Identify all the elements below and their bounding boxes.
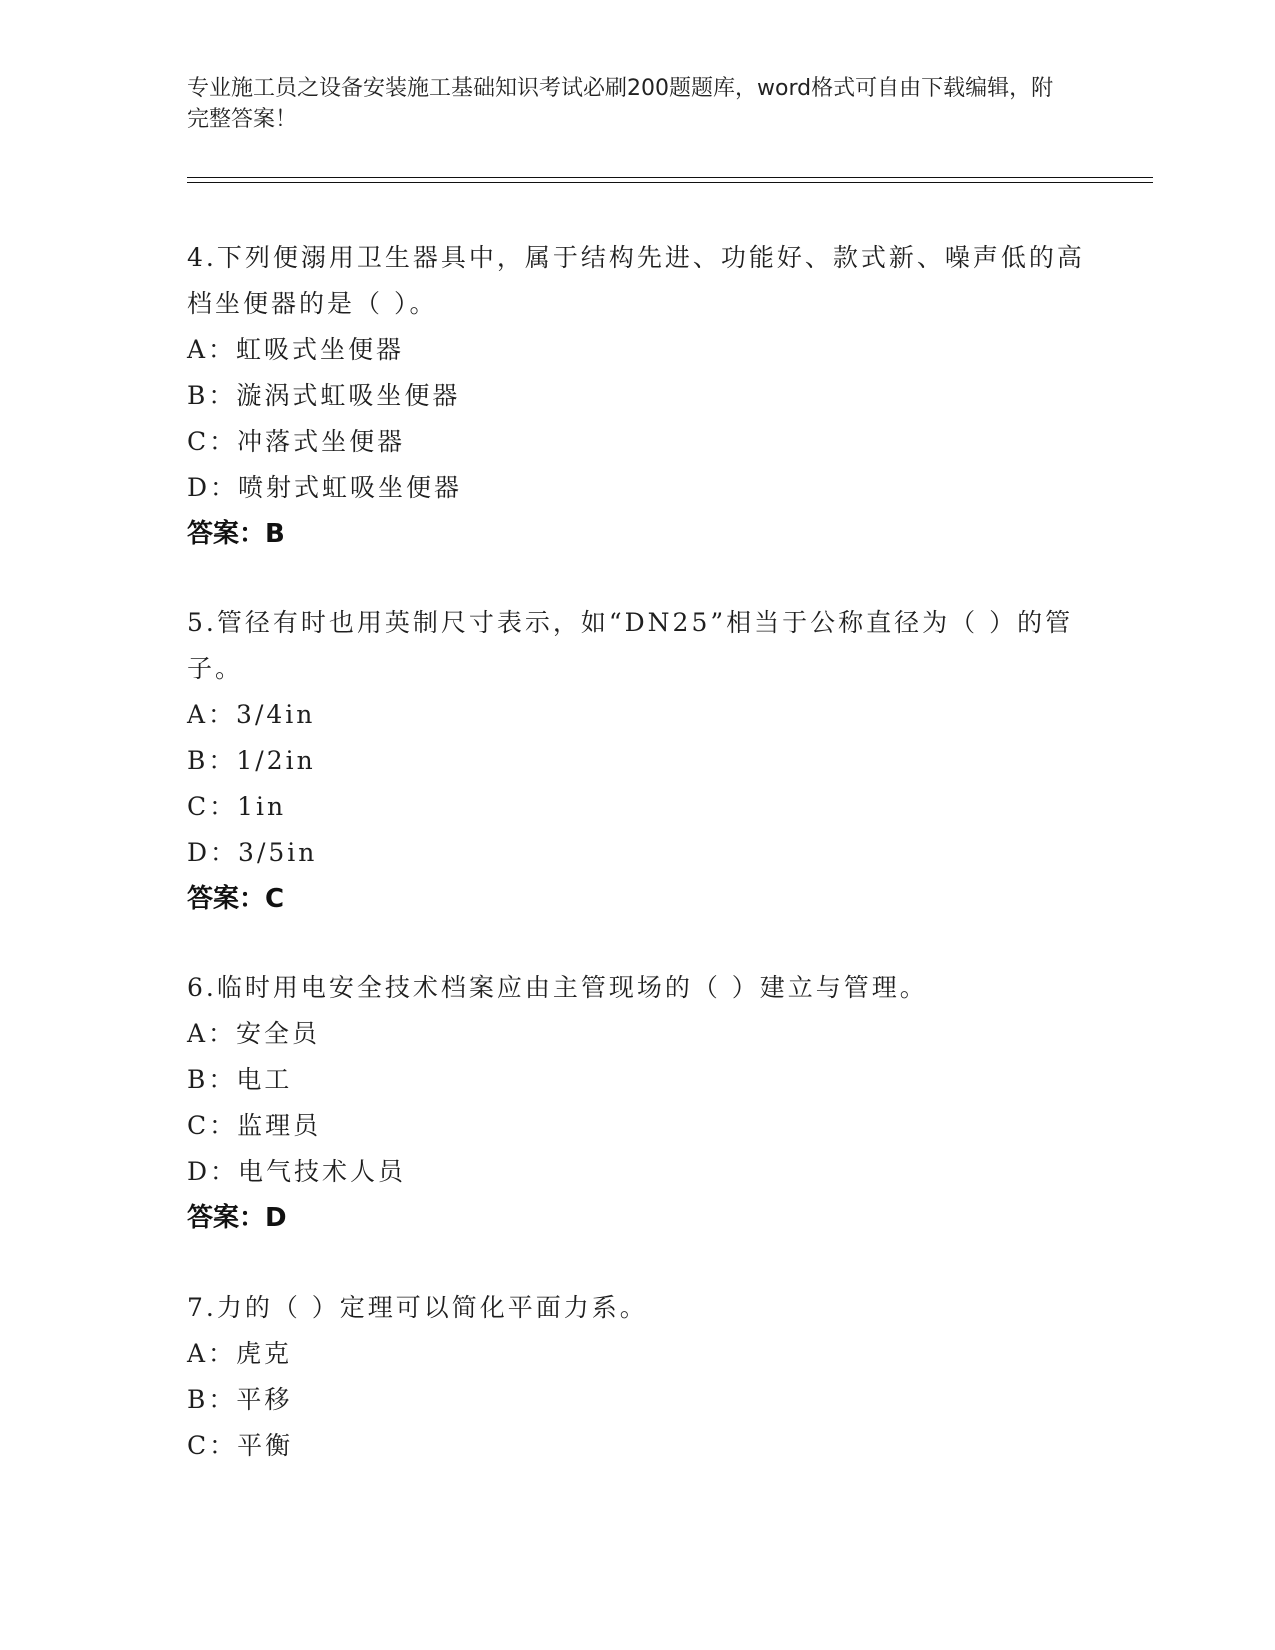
question-6 xyxy=(187,965,1087,1241)
option-d: D：喷射式虹吸坐便器 xyxy=(187,473,463,502)
answer-label: 答案：C xyxy=(187,884,285,914)
answer-label: 答案：B xyxy=(187,519,285,549)
question-stem: 6.临时用电安全技术档案应由主管现场的（ ）建立与管理。 xyxy=(187,973,928,1002)
option-c: C：冲落式坐便器 xyxy=(187,427,406,456)
option-c: C：平衡 xyxy=(187,1431,294,1460)
question-4 xyxy=(187,235,1087,557)
option-d: D：电气技术人员 xyxy=(187,1157,407,1186)
option-c: C：1in xyxy=(187,792,287,821)
option-a: A：安全员 xyxy=(187,1019,321,1048)
header-divider-top xyxy=(187,177,1153,178)
header-divider-bottom xyxy=(187,182,1153,183)
option-a: A：虹吸式坐便器 xyxy=(187,335,405,364)
option-b: B：漩涡式虹吸坐便器 xyxy=(187,381,461,410)
question-stem: 7.力的（ ）定理可以简化平面力系。 xyxy=(187,1293,648,1322)
option-a: A：虎克 xyxy=(187,1339,293,1368)
question-stem: 4.下列便溺用卫生器具中，属于结构先进、功能好、款式新、噪声低的高档坐便器的是（ ）。 xyxy=(187,243,1085,318)
question-7 xyxy=(187,1285,1087,1469)
document-title: 专业施工员之设备安装施工基础知识考试必刷200题题库，word格式可自由下载编辑，附完整答案！ xyxy=(187,76,1054,132)
option-a: A：3/4in xyxy=(187,700,316,729)
option-b: B：平移 xyxy=(187,1385,293,1414)
question-5 xyxy=(187,600,1087,922)
option-c: C：监理员 xyxy=(187,1111,322,1140)
option-d: D：3/5in xyxy=(187,838,318,867)
option-b: B：1/2in xyxy=(187,746,316,775)
answer-label: 答案：D xyxy=(187,1203,287,1233)
option-b: B：电工 xyxy=(187,1065,293,1094)
question-stem: 5.管径有时也用英制尺寸表示，如“DN25”相当于公称直径为（ ）的管子。 xyxy=(187,608,1074,683)
